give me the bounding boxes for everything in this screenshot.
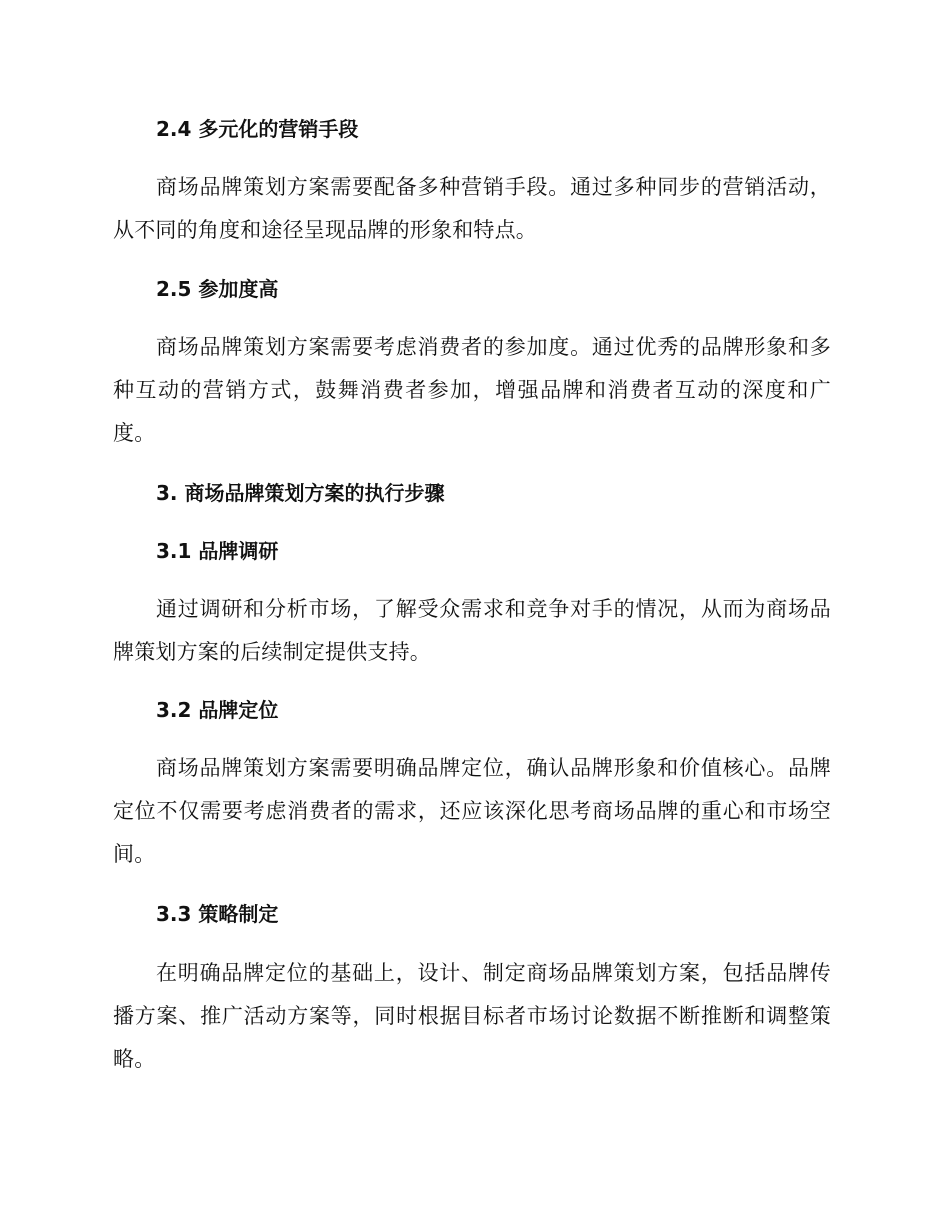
section-heading-3-3: 3.3 策略制定 bbox=[156, 902, 279, 926]
section-heading-2-4: 2.4 多元化的营销手段 bbox=[156, 117, 359, 141]
section-heading-3-1: 3.1 品牌调研 bbox=[156, 539, 279, 563]
section-heading-3: 3. 商场品牌策划方案的执行步骤 bbox=[156, 481, 445, 505]
section-body-2-5: 商场品牌策划方案需要考虑消费者的参加度。通过优秀的品牌形象和多种互动的营销方式，鼓舞消费者参加，增强品牌和消费者互动的深度和广度。 bbox=[113, 335, 831, 445]
section-heading-2-5: 2.5 参加度高 bbox=[156, 277, 279, 301]
section-body-3-3: 在明确品牌定位的基础上，设计、制定商场品牌策划方案，包括品牌传播方案、推广活动方案等，同时根据目标者市场讨论数据不断推断和调整策略。 bbox=[113, 961, 831, 1071]
section-body-3-1: 通过调研和分析市场，了解受众需求和竞争对手的情况，从而为商场品牌策划方案的后续制定提供支持。 bbox=[113, 597, 831, 664]
section-body-2-4: 商场品牌策划方案需要配备多种营销手段。通过多种同步的营销活动，从不同的角度和途径呈现品牌的形象和特点。 bbox=[113, 175, 831, 242]
section-heading-3-2: 3.2 品牌定位 bbox=[156, 698, 279, 722]
section-body-3-2: 商场品牌策划方案需要明确品牌定位，确认品牌形象和价值核心。品牌定位不仅需要考虑消费者的需求，还应该深化思考商场品牌的重心和市场空间。 bbox=[113, 756, 831, 866]
